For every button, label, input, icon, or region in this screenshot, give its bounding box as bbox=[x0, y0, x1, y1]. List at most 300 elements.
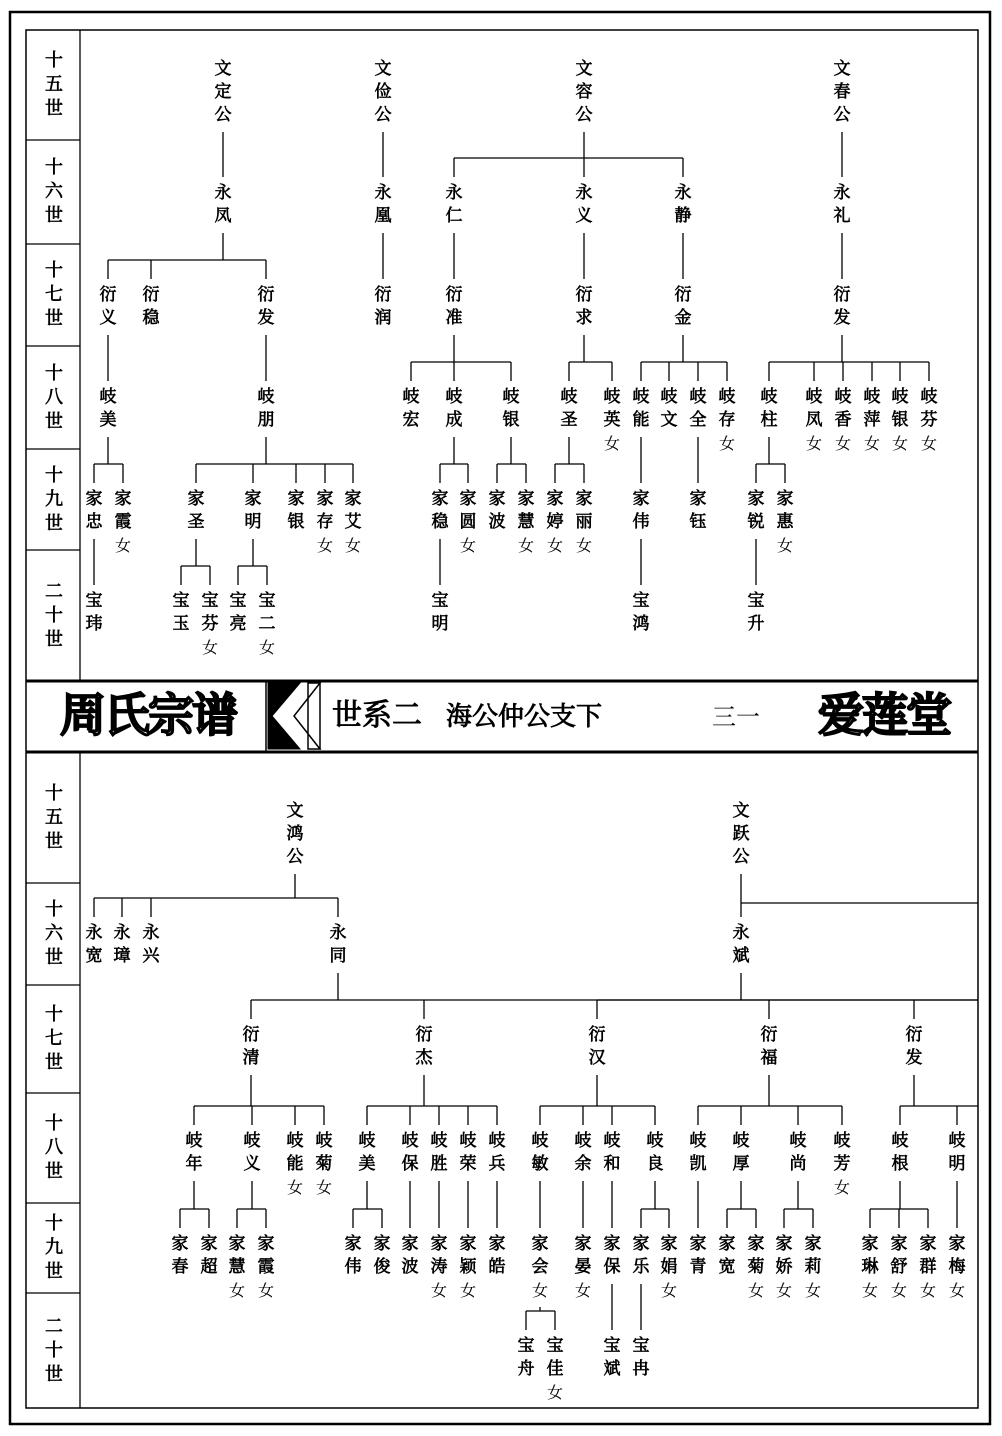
name-char: 永 bbox=[732, 923, 750, 943]
person-node bbox=[106, 488, 140, 557]
name-char: 存 bbox=[718, 410, 736, 430]
person-node bbox=[134, 284, 168, 330]
female-mark: 女 bbox=[316, 536, 333, 555]
person-node bbox=[796, 1233, 830, 1302]
person-node bbox=[350, 1130, 384, 1176]
female-mark: 女 bbox=[257, 1281, 274, 1300]
name-char: 岐 bbox=[459, 1131, 477, 1151]
generation-label bbox=[34, 49, 74, 121]
generation-char: 十 bbox=[45, 1213, 63, 1234]
person-node bbox=[724, 1130, 758, 1176]
name-char: 家 bbox=[257, 1234, 275, 1254]
name-char: 春 bbox=[833, 82, 851, 102]
title-banner bbox=[22, 683, 978, 749]
person-node bbox=[940, 1130, 974, 1176]
name-char: 波 bbox=[488, 512, 506, 532]
name-char: 超 bbox=[200, 1257, 218, 1277]
name-char: 家 bbox=[546, 489, 564, 509]
name-char: 朋 bbox=[257, 410, 275, 430]
name-char: 岐 bbox=[445, 387, 463, 407]
name-char: 容 bbox=[575, 82, 593, 102]
name-char: 艾 bbox=[344, 512, 362, 532]
name-char: 家 bbox=[344, 489, 362, 509]
name-char: 良 bbox=[646, 1154, 664, 1174]
name-char: 圣 bbox=[187, 512, 205, 532]
name-char: 永 bbox=[445, 183, 463, 203]
person-node bbox=[437, 386, 471, 432]
name-char: 文 bbox=[732, 801, 750, 821]
person-node bbox=[366, 182, 400, 228]
name-char: 岐 bbox=[603, 1131, 621, 1151]
person-node bbox=[134, 922, 168, 968]
person-node bbox=[825, 1130, 859, 1199]
generation-label bbox=[34, 1003, 74, 1075]
name-char: 岐 bbox=[99, 387, 117, 407]
name-char: 润 bbox=[374, 308, 392, 328]
person-node bbox=[177, 1130, 211, 1176]
name-char: 宝 bbox=[201, 591, 219, 611]
name-char: 根 bbox=[891, 1154, 909, 1174]
name-char: 公 bbox=[286, 847, 304, 867]
name-char: 岐 bbox=[646, 1131, 664, 1151]
name-char: 家 bbox=[575, 489, 593, 509]
name-char: 金 bbox=[674, 308, 692, 328]
female-mark: 女 bbox=[258, 638, 275, 657]
name-char: 厚 bbox=[732, 1154, 750, 1174]
name-char: 宽 bbox=[718, 1257, 736, 1277]
name-char: 家 bbox=[401, 1234, 419, 1254]
name-char: 文 bbox=[833, 59, 851, 79]
person-node bbox=[250, 590, 284, 659]
generation-char: 世 bbox=[45, 628, 63, 650]
person-node bbox=[249, 1233, 283, 1302]
name-char: 玮 bbox=[85, 614, 103, 634]
name-char: 玉 bbox=[172, 614, 190, 634]
name-char: 菊 bbox=[315, 1154, 333, 1174]
name-char: 银 bbox=[502, 410, 520, 430]
person-node bbox=[366, 284, 400, 330]
generation-char: 世 bbox=[45, 1161, 63, 1182]
name-char: 家 bbox=[187, 489, 205, 509]
female-mark: 女 bbox=[948, 1281, 965, 1300]
name-char: 家 bbox=[660, 1234, 678, 1254]
name-char: 家 bbox=[228, 1234, 246, 1254]
page-number: 三一 bbox=[712, 703, 760, 731]
name-char: 家 bbox=[200, 1234, 218, 1254]
name-char: 俊 bbox=[373, 1257, 391, 1277]
female-mark: 女 bbox=[775, 1281, 792, 1300]
name-char: 定 bbox=[214, 82, 232, 102]
generation-label bbox=[34, 782, 74, 854]
name-char: 公 bbox=[833, 105, 851, 125]
name-char: 丽 bbox=[575, 512, 593, 532]
person-node bbox=[437, 182, 471, 228]
name-char: 伟 bbox=[632, 512, 650, 532]
generation-char: 世 bbox=[45, 1261, 63, 1282]
female-mark: 女 bbox=[430, 1281, 447, 1300]
person-node bbox=[681, 488, 715, 534]
female-mark: 女 bbox=[920, 434, 937, 453]
generation-char: 二 bbox=[45, 1315, 63, 1337]
name-char: 岐 bbox=[603, 387, 621, 407]
generation-char: 十 bbox=[45, 464, 63, 486]
person-node bbox=[666, 182, 700, 228]
generation-char: 世 bbox=[45, 1052, 63, 1073]
name-char: 柱 bbox=[760, 410, 778, 430]
name-char: 鸿 bbox=[286, 824, 304, 844]
name-char: 礼 bbox=[833, 206, 851, 226]
female-mark: 女 bbox=[459, 1281, 476, 1300]
female-mark: 女 bbox=[459, 536, 476, 555]
name-char: 岐 bbox=[833, 1131, 851, 1151]
name-char: 璋 bbox=[113, 946, 131, 966]
generation-char: 九 bbox=[45, 488, 63, 510]
person-node bbox=[825, 284, 859, 330]
name-char: 文 bbox=[214, 59, 232, 79]
generation-char: 十 bbox=[45, 50, 63, 71]
name-char: 斌 bbox=[732, 946, 750, 966]
name-char: 岐 bbox=[689, 1131, 707, 1151]
name-char: 岐 bbox=[834, 387, 852, 407]
name-char: 家 bbox=[718, 1234, 736, 1254]
female-mark: 女 bbox=[546, 1383, 563, 1402]
generation-char: 世 bbox=[45, 98, 63, 119]
name-char: 岐 bbox=[760, 387, 778, 407]
name-char: 家 bbox=[316, 489, 334, 509]
name-char: 岐 bbox=[560, 387, 578, 407]
person-node bbox=[752, 386, 786, 432]
name-char: 衍 bbox=[242, 1025, 260, 1045]
female-mark: 女 bbox=[747, 1281, 764, 1300]
name-char: 婷 bbox=[546, 512, 564, 532]
generation-char: 十 bbox=[45, 1113, 63, 1134]
female-mark: 女 bbox=[114, 536, 131, 555]
person-node bbox=[825, 58, 859, 127]
name-char: 家 bbox=[603, 1234, 621, 1254]
name-char: 宏 bbox=[402, 410, 420, 430]
name-char: 文 bbox=[286, 801, 304, 821]
name-char: 家 bbox=[775, 1234, 793, 1254]
name-char: 岐 bbox=[632, 387, 650, 407]
generation-char: 十 bbox=[45, 899, 63, 920]
name-char: 霞 bbox=[257, 1257, 275, 1277]
person-node bbox=[752, 1024, 786, 1070]
person-node bbox=[77, 590, 111, 636]
generation-char: 十 bbox=[45, 782, 63, 804]
person-node bbox=[394, 386, 428, 432]
name-char: 宝 bbox=[603, 1336, 621, 1356]
name-char: 娟 bbox=[660, 1257, 678, 1277]
person-node bbox=[423, 590, 457, 636]
female-mark: 女 bbox=[228, 1281, 245, 1300]
person-node bbox=[278, 800, 312, 869]
person-node bbox=[681, 1130, 715, 1176]
generation-char: 八 bbox=[45, 386, 63, 408]
name-char: 文 bbox=[575, 59, 593, 79]
name-char: 尚 bbox=[789, 1154, 807, 1174]
name-char: 敏 bbox=[531, 1154, 549, 1174]
generation-label bbox=[34, 580, 74, 652]
name-char: 家 bbox=[287, 489, 305, 509]
name-char: 衍 bbox=[257, 285, 275, 305]
name-char: 梅 bbox=[948, 1257, 966, 1277]
name-char: 岐 bbox=[789, 1131, 807, 1151]
name-char: 伟 bbox=[344, 1257, 362, 1277]
name-char: 余 bbox=[574, 1154, 592, 1174]
generation-label bbox=[34, 464, 74, 536]
female-mark: 女 bbox=[863, 434, 880, 453]
name-char: 惠 bbox=[776, 512, 794, 532]
name-char: 宝 bbox=[229, 591, 247, 611]
name-char: 静 bbox=[674, 206, 692, 226]
name-char: 家 bbox=[488, 489, 506, 509]
name-char: 宝 bbox=[172, 591, 190, 611]
name-char: 家 bbox=[747, 489, 765, 509]
person-node bbox=[538, 1335, 572, 1404]
name-char: 岐 bbox=[358, 1131, 376, 1151]
name-char: 皓 bbox=[488, 1257, 506, 1277]
female-mark: 女 bbox=[575, 536, 592, 555]
person-node bbox=[307, 1130, 341, 1199]
name-char: 乐 bbox=[632, 1257, 650, 1277]
person-node bbox=[480, 1233, 514, 1279]
generation-char: 世 bbox=[45, 205, 63, 226]
name-char: 发 bbox=[257, 308, 275, 328]
generation-char: 六 bbox=[45, 181, 63, 202]
person-node bbox=[234, 1024, 268, 1070]
person-node bbox=[523, 1233, 557, 1302]
person-node bbox=[825, 182, 859, 228]
name-char: 升 bbox=[747, 614, 765, 634]
name-char: 保 bbox=[401, 1154, 419, 1174]
generation-char: 七 bbox=[45, 284, 63, 305]
person-node bbox=[206, 182, 240, 228]
name-char: 岐 bbox=[401, 1131, 419, 1151]
name-char: 晏 bbox=[574, 1257, 592, 1277]
name-char: 能 bbox=[632, 410, 650, 430]
generation-label bbox=[34, 362, 74, 434]
person-node bbox=[940, 1233, 974, 1302]
female-mark: 女 bbox=[546, 536, 563, 555]
name-char: 菊 bbox=[747, 1257, 765, 1277]
name-char: 冉 bbox=[632, 1359, 650, 1379]
name-char: 美 bbox=[358, 1154, 376, 1174]
name-char: 跃 bbox=[732, 824, 750, 844]
name-char: 斌 bbox=[603, 1359, 621, 1379]
name-char: 芬 bbox=[201, 614, 219, 634]
person-node bbox=[666, 284, 700, 330]
name-char: 衍 bbox=[905, 1025, 923, 1045]
generation-char: 八 bbox=[45, 1137, 63, 1158]
name-char: 仁 bbox=[445, 206, 463, 226]
name-char: 明 bbox=[948, 1154, 966, 1174]
name-char: 凤 bbox=[214, 206, 232, 226]
name-char: 衍 bbox=[142, 285, 160, 305]
generation-char: 世 bbox=[45, 410, 63, 432]
generation-char: 世 bbox=[45, 512, 63, 534]
generation-char: 二 bbox=[45, 580, 63, 602]
name-char: 家 bbox=[632, 1234, 650, 1254]
name-char: 公 bbox=[732, 847, 750, 867]
generation-char: 十 bbox=[45, 1339, 63, 1361]
name-char: 舟 bbox=[517, 1359, 535, 1379]
name-char: 汉 bbox=[588, 1048, 606, 1068]
name-char: 杰 bbox=[415, 1048, 433, 1068]
name-char: 家 bbox=[114, 489, 132, 509]
name-char: 福 bbox=[760, 1048, 778, 1068]
name-char: 忠 bbox=[85, 512, 103, 532]
name-char: 英 bbox=[603, 410, 621, 430]
generation-char: 十 bbox=[45, 1004, 63, 1025]
name-char: 岐 bbox=[185, 1131, 203, 1151]
branch-subtitle: 海公仲公支下 bbox=[446, 702, 603, 732]
person-node bbox=[567, 58, 601, 127]
name-char: 全 bbox=[689, 410, 707, 430]
generation-char: 十 bbox=[45, 260, 63, 281]
name-char: 宝 bbox=[258, 591, 276, 611]
person-node bbox=[235, 1130, 269, 1176]
name-char: 衍 bbox=[575, 285, 593, 305]
name-char: 岐 bbox=[531, 1131, 549, 1151]
female-mark: 女 bbox=[833, 1178, 850, 1197]
name-char: 求 bbox=[575, 308, 593, 328]
name-char: 家 bbox=[861, 1234, 879, 1254]
name-char: 胜 bbox=[430, 1154, 448, 1174]
name-char: 义 bbox=[243, 1154, 261, 1174]
name-char: 亮 bbox=[229, 614, 247, 634]
name-char: 永 bbox=[85, 923, 103, 943]
generation-char: 五 bbox=[45, 74, 63, 95]
name-char: 岐 bbox=[718, 387, 736, 407]
name-char: 岐 bbox=[732, 1131, 750, 1151]
person-node bbox=[321, 922, 355, 968]
name-char: 慧 bbox=[228, 1257, 246, 1277]
name-char: 存 bbox=[316, 512, 334, 532]
name-char: 宝 bbox=[85, 591, 103, 611]
person-node bbox=[91, 386, 125, 432]
person-node bbox=[724, 922, 758, 968]
person-node bbox=[768, 488, 802, 557]
female-mark: 女 bbox=[344, 536, 361, 555]
name-char: 岐 bbox=[920, 387, 938, 407]
name-char: 岐 bbox=[488, 1131, 506, 1151]
name-char: 家 bbox=[890, 1234, 908, 1254]
person-node bbox=[407, 1024, 441, 1070]
name-char: 明 bbox=[244, 512, 262, 532]
name-char: 锐 bbox=[747, 512, 765, 532]
name-char: 家 bbox=[747, 1234, 765, 1254]
name-char: 能 bbox=[286, 1154, 304, 1174]
name-char: 同 bbox=[329, 946, 347, 966]
person-node bbox=[567, 284, 601, 330]
name-char: 家 bbox=[948, 1234, 966, 1254]
name-char: 永 bbox=[113, 923, 131, 943]
name-char: 公 bbox=[374, 105, 392, 125]
generation-char: 世 bbox=[45, 308, 63, 329]
person-node bbox=[580, 1024, 614, 1070]
name-char: 岐 bbox=[948, 1131, 966, 1151]
name-char: 年 bbox=[185, 1154, 203, 1174]
person-node bbox=[236, 488, 270, 534]
name-char: 永 bbox=[142, 923, 160, 943]
name-char: 家 bbox=[776, 489, 794, 509]
name-char: 家 bbox=[373, 1234, 391, 1254]
name-char: 家 bbox=[430, 1234, 448, 1254]
name-char: 岐 bbox=[863, 387, 881, 407]
female-mark: 女 bbox=[531, 1281, 548, 1300]
person-node bbox=[249, 386, 283, 432]
female-mark: 女 bbox=[804, 1281, 821, 1300]
name-char: 慧 bbox=[517, 512, 535, 532]
generation-label bbox=[34, 1315, 74, 1387]
generation-char: 十 bbox=[45, 604, 63, 626]
name-char: 衍 bbox=[99, 285, 117, 305]
name-char: 宝 bbox=[632, 1336, 650, 1356]
name-char: 岐 bbox=[805, 387, 823, 407]
name-char: 永 bbox=[674, 183, 692, 203]
name-char: 家 bbox=[574, 1234, 592, 1254]
name-char: 宝 bbox=[517, 1336, 535, 1356]
name-char: 保 bbox=[603, 1257, 621, 1277]
genealogy-title: 周氏宗谱 bbox=[60, 688, 236, 742]
person-node bbox=[638, 1130, 672, 1176]
name-char: 群 bbox=[919, 1257, 937, 1277]
name-char: 衍 bbox=[374, 285, 392, 305]
person-node bbox=[912, 386, 946, 455]
name-char: 萍 bbox=[863, 410, 881, 430]
name-char: 义 bbox=[99, 308, 117, 328]
generation-char: 五 bbox=[45, 806, 63, 828]
name-char: 文 bbox=[660, 410, 678, 430]
name-char: 涛 bbox=[430, 1257, 448, 1277]
name-char: 义 bbox=[575, 206, 593, 226]
name-char: 俭 bbox=[374, 82, 392, 102]
name-char: 衍 bbox=[674, 285, 692, 305]
name-char: 发 bbox=[905, 1048, 923, 1068]
person-node bbox=[624, 488, 658, 534]
name-char: 家 bbox=[517, 489, 535, 509]
name-char: 家 bbox=[919, 1234, 937, 1254]
generation-label bbox=[34, 1112, 74, 1184]
name-char: 美 bbox=[99, 410, 117, 430]
name-char: 家 bbox=[689, 1234, 707, 1254]
name-char: 娇 bbox=[775, 1257, 793, 1277]
name-char: 圣 bbox=[560, 410, 578, 430]
generation-char: 世 bbox=[45, 947, 63, 968]
name-char: 宝 bbox=[747, 591, 765, 611]
person-node bbox=[710, 386, 744, 455]
name-char: 永 bbox=[833, 183, 851, 203]
person-node bbox=[739, 590, 773, 636]
name-char: 宝 bbox=[431, 591, 449, 611]
generation-label bbox=[34, 1212, 74, 1284]
generation-char: 十 bbox=[45, 157, 63, 178]
name-char: 稳 bbox=[142, 308, 160, 328]
name-char: 芳 bbox=[833, 1154, 851, 1174]
name-char: 永 bbox=[575, 183, 593, 203]
name-char: 钰 bbox=[689, 512, 707, 532]
female-mark: 女 bbox=[861, 1281, 878, 1300]
name-char: 宽 bbox=[85, 946, 103, 966]
name-char: 宝 bbox=[632, 591, 650, 611]
female-mark: 女 bbox=[834, 434, 851, 453]
hall-name: 爱莲堂 bbox=[818, 688, 950, 742]
name-char: 准 bbox=[445, 308, 463, 328]
female-mark: 女 bbox=[517, 536, 534, 555]
name-char: 成 bbox=[445, 410, 463, 430]
name-char: 家 bbox=[171, 1234, 189, 1254]
name-char: 衍 bbox=[833, 285, 851, 305]
